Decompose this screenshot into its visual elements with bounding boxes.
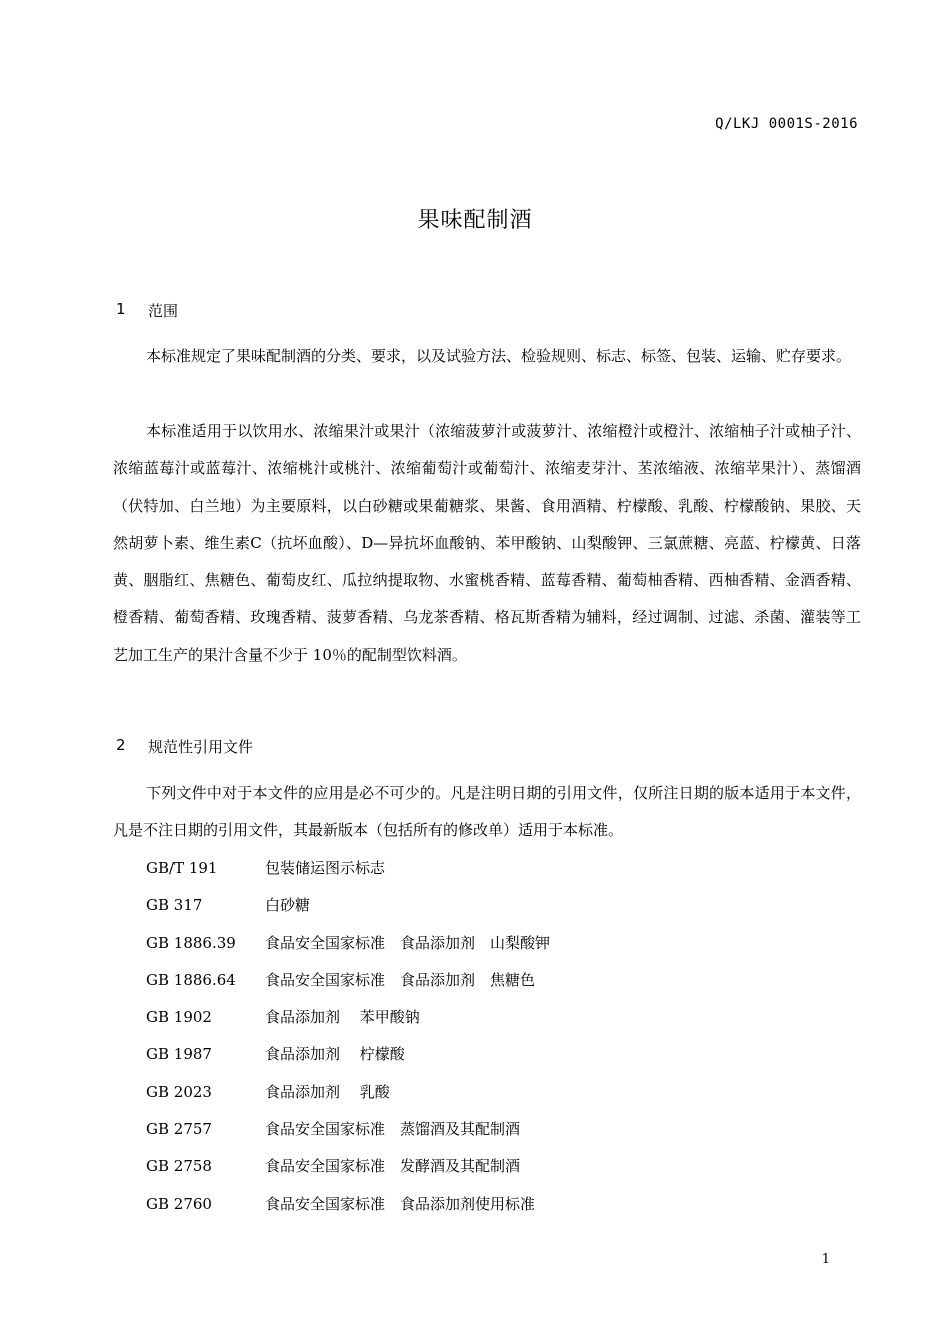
reference-title: 包装储运图示标志	[265, 859, 386, 877]
reference-item	[146, 962, 846, 999]
reference-title: 食品安全国家标准 食品添加剂使用标准	[265, 1194, 536, 1213]
reference-code: GB/T 191	[146, 859, 218, 877]
reference-title: 食品安全国家标准 食品添加剂 山梨酸钾	[265, 933, 551, 952]
reference-title: 白砂糖	[265, 896, 311, 915]
reference-code: GB 2758	[146, 1157, 212, 1176]
document-code: Q/LKJ 0001S-2016	[715, 116, 858, 132]
reference-item	[146, 850, 846, 887]
section-title: 规范性引用文件	[148, 738, 254, 756]
reference-list	[146, 850, 846, 1223]
reference-code: GB 1886.64	[146, 970, 236, 989]
reference-code: GB 2757	[146, 1120, 212, 1139]
reference-code: GB 2760	[146, 1194, 212, 1213]
section-title: 范围	[148, 302, 179, 320]
section-heading-normative-references	[116, 736, 253, 757]
reference-title: 食品添加剂 苯甲酸钠	[265, 1008, 420, 1027]
section-number: 1	[116, 300, 126, 318]
references-intro-paragraph: 下列文件中对于本文件的应用是必不可少的。凡是注明日期的引用文件，仅所注日期的版本适用于本文件，凡是不注日期的引用文件，其最新版本（包括所有的修改单）适用于本标准。	[113, 784, 861, 840]
reference-item	[146, 1148, 846, 1185]
reference-code: GB 317	[146, 896, 203, 915]
reference-code: GB 2023	[146, 1082, 212, 1101]
reference-item	[146, 1111, 846, 1148]
section-number: 2	[116, 736, 126, 754]
reference-item	[146, 887, 846, 924]
reference-title: 食品安全国家标准 发酵酒及其配制酒	[265, 1157, 521, 1176]
reference-item	[146, 999, 846, 1036]
reference-item	[146, 1036, 846, 1073]
reference-code: GB 1886.39	[146, 933, 236, 952]
reference-item	[146, 925, 846, 962]
reference-title: 食品安全国家标准 蒸馏酒及其配制酒	[265, 1120, 521, 1139]
reference-item	[146, 1074, 846, 1111]
reference-code: GB 1902	[146, 1008, 212, 1027]
reference-code: GB 1987	[146, 1045, 212, 1064]
document-title: 果味配制酒	[417, 208, 533, 233]
reference-title: 食品安全国家标准 食品添加剂 焦糖色	[265, 970, 536, 989]
scope-paragraph-2: 本标准适用于以饮用水、浓缩果汁或果汁（浓缩菠萝汁或菠萝汁、浓缩橙汁或橙汁、浓缩柚子汁或柚子汁、浓缩蓝莓汁或蓝莓汁、浓缩桃汁或桃汁、浓缩葡萄汁或葡萄汁、浓缩麦芽汁、苤浓缩液、浓缩苹果汁）、蒸馏酒（伏特加、白兰地）为主要原料，以白砂糖或果葡糖浆、果酱、食用酒精、柠檬酸、乳酸、柠檬酸钠、果胶、天然胡萝卜素、维生素C（抗坏血酸）、D—异抗坏血酸钠、苯甲酸钠、山梨酸钾、三氯蔗糖、亮蓝、柠檬黄、日落黄、胭脂红、焦糖色、葡萄皮红、瓜拉纳提取物、水蜜桃香精、蓝莓香精、葡萄柚香精、西柚香精、金酒香精、橙香精、葡萄香精、玫瑰香精、菠萝香精、乌龙茶香精、格瓦斯香精为辅料，经过调制、过滤、杀菌、灌装等工艺加工生产的果汁含量不少于 10％的配制型饮料酒。	[113, 422, 861, 664]
reference-item	[146, 1186, 846, 1223]
reference-title: 食品添加剂 乳酸	[265, 1082, 390, 1101]
page-number: 1	[821, 1252, 830, 1267]
section-heading-scope	[116, 300, 178, 321]
scope-paragraph-1: 本标准规定了果味配制酒的分类、要求，以及试验方法、检验规则、标志、标签、包装、运输、贮存要求。	[146, 347, 852, 365]
reference-title: 食品添加剂 柠檬酸	[265, 1045, 405, 1064]
